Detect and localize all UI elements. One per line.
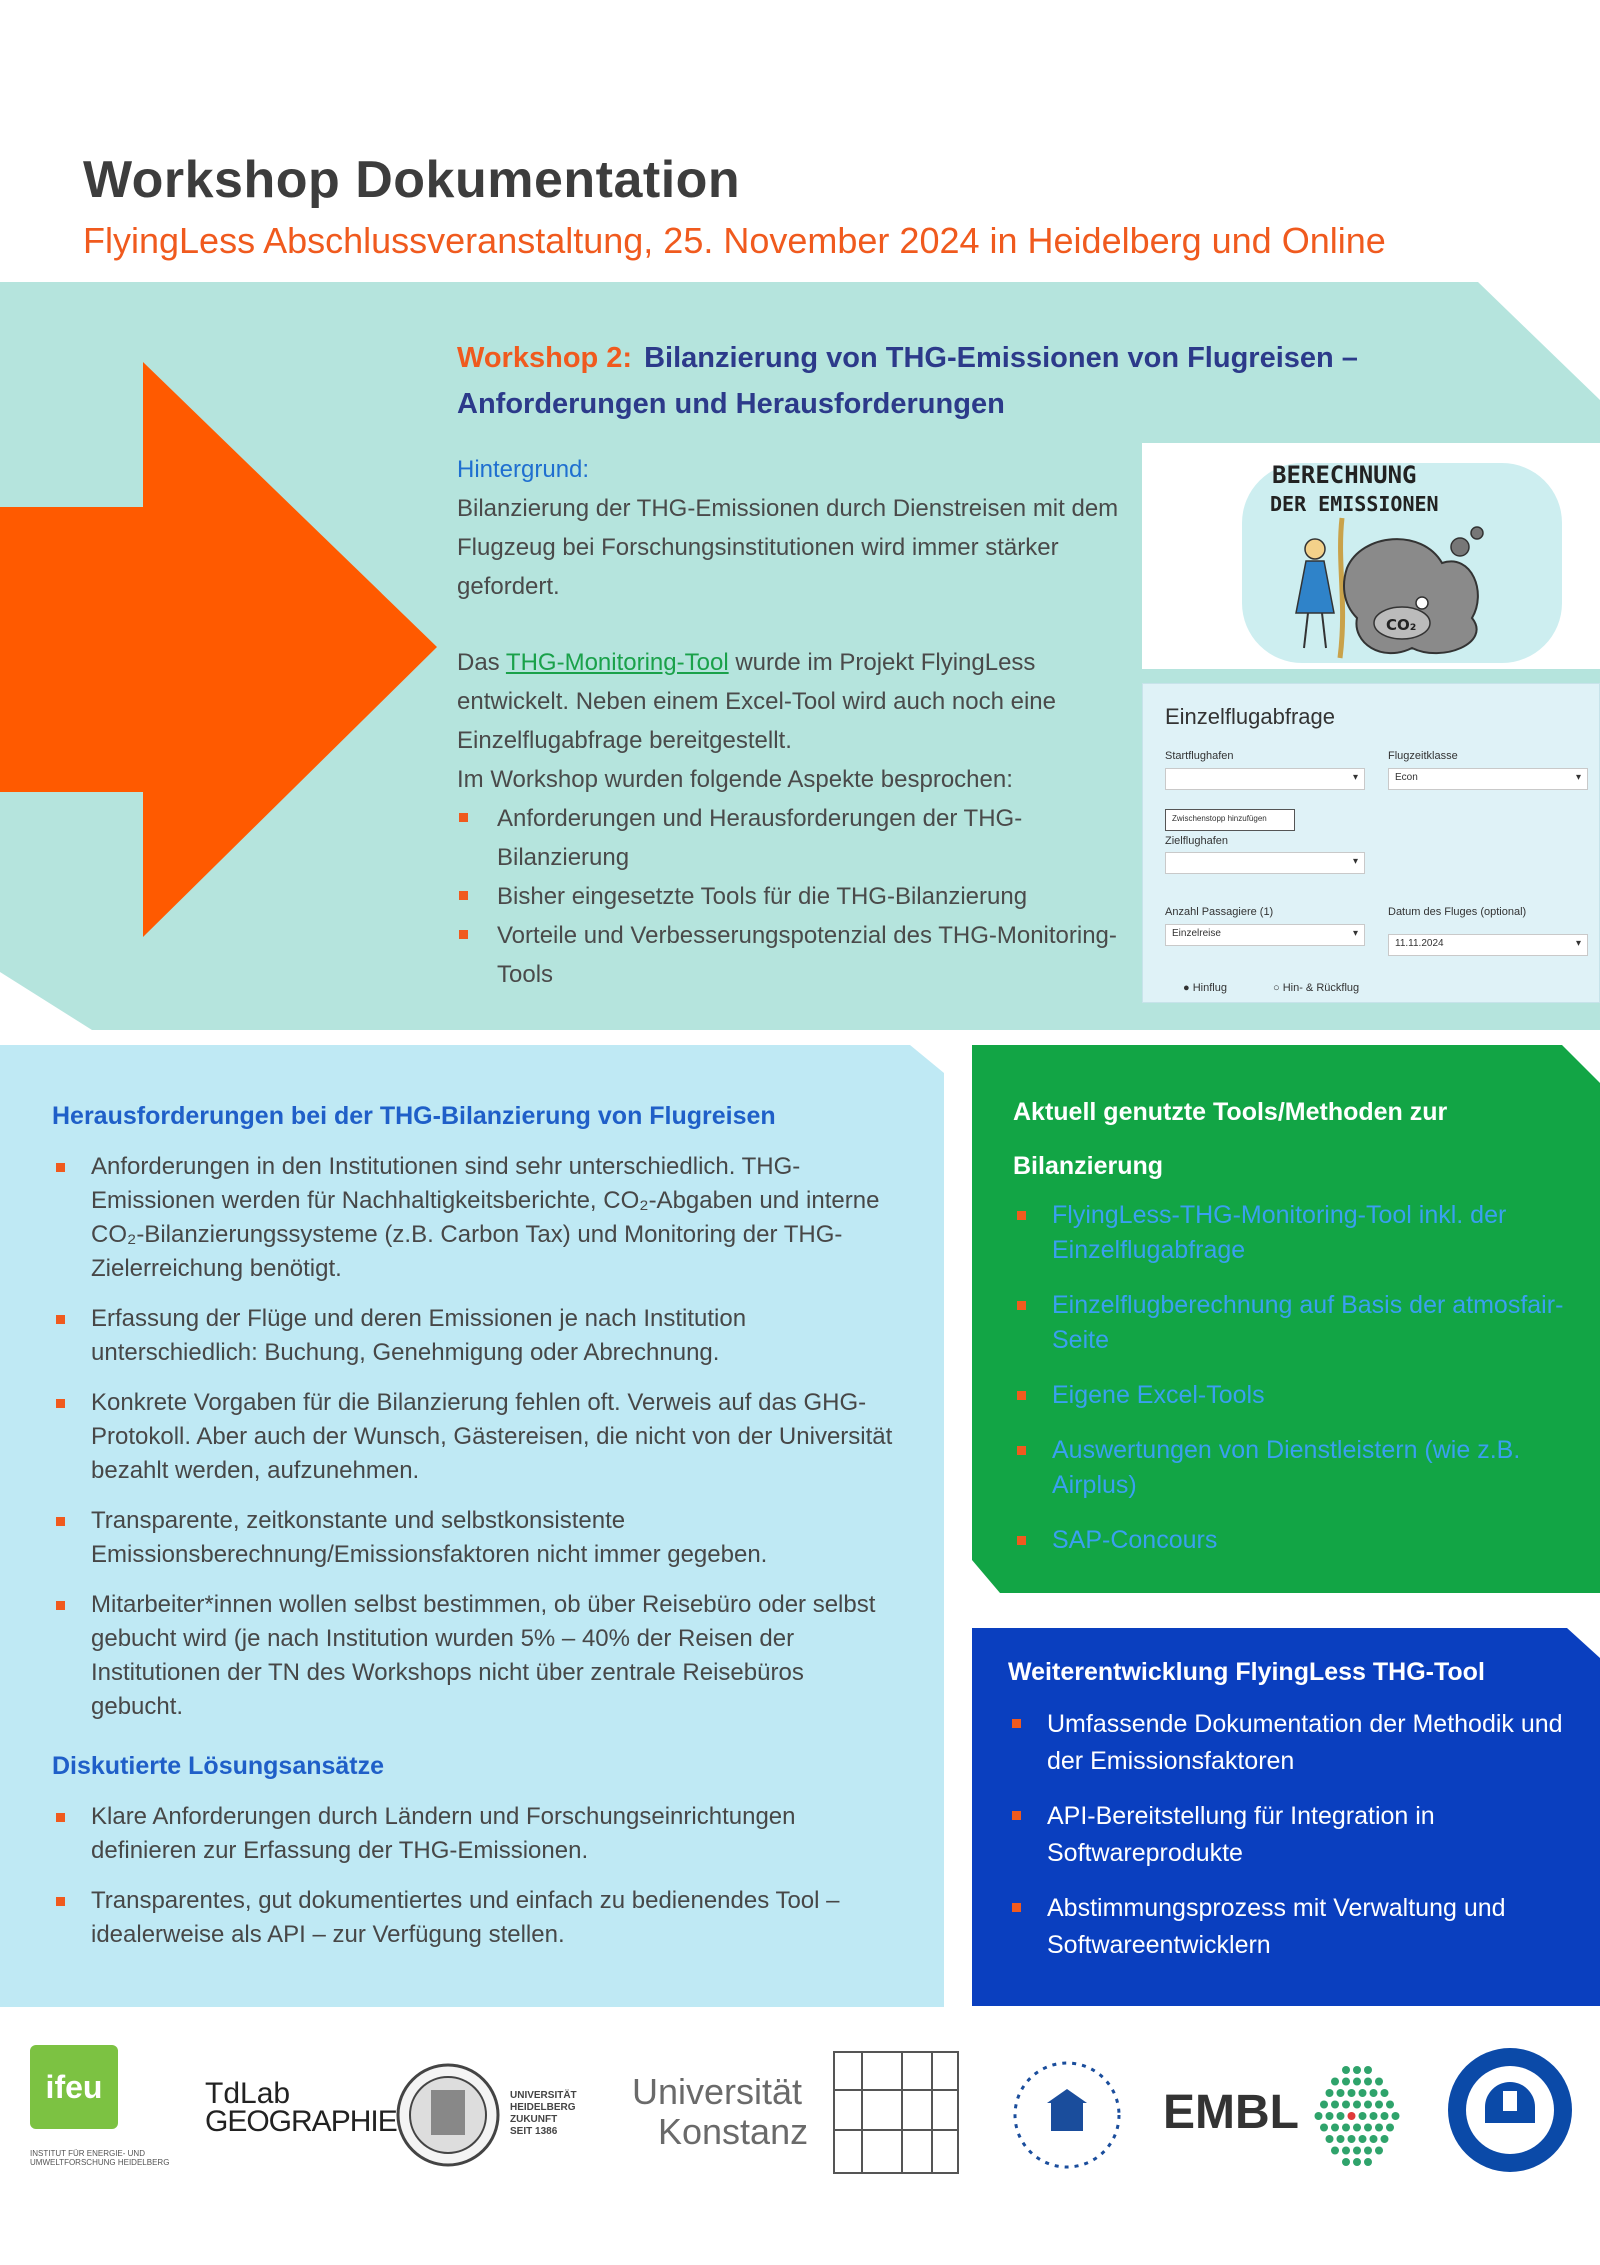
embl-dot — [1342, 2158, 1350, 2166]
embl-dot — [1381, 2089, 1389, 2097]
class-select[interactable]: Econ ▾ — [1388, 768, 1588, 790]
embl-dot — [1359, 2089, 1367, 2097]
illustration-caption-1: BERECHNUNG — [1272, 461, 1417, 489]
embl-dot — [1375, 2101, 1383, 2109]
embl-dot — [1364, 2078, 1372, 2086]
list-item: Abstimmungsprozess mit Verwaltung und Softwareentwicklern — [1008, 1890, 1588, 1964]
embl-dot — [1364, 2158, 1372, 2166]
illustration-drawing-icon — [1142, 443, 1600, 669]
embl-dot — [1326, 2112, 1334, 2120]
embl-dot — [1364, 2147, 1372, 2155]
embl-dot — [1353, 2078, 1361, 2086]
workshop-label: Workshop 2: — [457, 342, 633, 374]
list-item: Umfassende Dokumentation der Methodik und der Emissionsfaktoren — [1008, 1706, 1588, 1780]
widget-title: Einzelflugabfrage — [1165, 704, 1336, 729]
list-item: FlyingLess-THG-Monitoring-Tool inkl. der Einzelflugabfrage — [1013, 1198, 1573, 1268]
list-item: Anforderungen in den Institutionen sind sehr unterschiedlich. THG-Emissionen werden für Nachhaltigkeitsberichte, CO₂-Abgaben und interne CO₂-Bilanzierungssysteme (z.B. Carbon Tax) und Monitoring der THG-Zielerreichung benötigt. — [52, 1150, 902, 1286]
list-item: Transparentes, gut dokumentiertes und einfach zu bedienendes Tool – idealerweise als API – zur Verfügung stellen. — [52, 1884, 902, 1952]
list-item: Transparente, zeitkonstante und selbstkonsistente Emissionsberechnung/Emissionsfaktoren nicht immer gegeben. — [52, 1504, 902, 1572]
start-airport-select[interactable] — [1165, 768, 1365, 790]
embl-dot — [1375, 2078, 1383, 2086]
list-item: Einzelflugberechnung auf Basis der atmosfair-Seite — [1013, 1288, 1573, 1358]
tools-heading: Aktuell genutzte Tools/Methoden zur Bilanzierung — [1013, 1098, 1448, 1180]
class-label: Flugzeitklasse — [1388, 750, 1458, 762]
passengers-select[interactable]: Einzelreise ▾ — [1165, 924, 1365, 946]
solutions-heading: Diskutierte Lösungsansätze — [52, 1752, 385, 1780]
ifeu-logo: ifeu INSTITUT FÜR ENERGIE- UND UMWELTFORSCHUNG HEIDELBERG — [30, 2045, 180, 2175]
list-item: Vorteile und Verbesserungspotenzial des THG-Monitoring-Tools — [457, 916, 1125, 994]
list-item: Auswertungen von Dienstleistern (wie z.B. Airplus) — [1013, 1433, 1573, 1503]
embl-dot — [1337, 2089, 1345, 2097]
single-flight-query-screenshot — [1142, 683, 1600, 1003]
embl-dot — [1370, 2089, 1378, 2097]
heidelberg-wordmark: UNIVERSITÄT HEIDELBERG ZUKUNFT SEIT 1386 — [510, 2090, 577, 2137]
thg-monitoring-tool-link[interactable]: THG-Monitoring-Tool — [505, 649, 729, 676]
embl-dot — [1320, 2124, 1328, 2132]
observatory-seal-icon — [1445, 2045, 1575, 2175]
embl-dot — [1331, 2147, 1339, 2155]
list-item: Konkrete Vorgaben für die Bilanzierung fehlen oft. Verweis auf das GHG-Protokoll. Aber auch der Wunsch, Gästereisen, die nicht von der Universität bezahlt werden, aufzunehmen. — [52, 1386, 902, 1488]
solutions-list — [52, 1800, 902, 1968]
embl-dots-icon — [1310, 2060, 1405, 2170]
list-item: Anforderungen und Herausforderungen der THG-Bilanzierung — [457, 799, 1125, 877]
aspects-list — [457, 799, 1125, 994]
list-item: Bisher eingesetzte Tools für die THG-Bilanzierung — [457, 877, 1125, 916]
embl-dot — [1364, 2124, 1372, 2132]
embl-dot — [1364, 2066, 1372, 2074]
embl-dot — [1326, 2135, 1334, 2143]
heidelberg-seal-icon — [393, 2060, 503, 2170]
embl-dot — [1342, 2101, 1350, 2109]
embl-dot — [1342, 2078, 1350, 2086]
embl-dot — [1381, 2135, 1389, 2143]
embl-dot — [1337, 2112, 1345, 2120]
embl-dot — [1392, 2112, 1400, 2120]
embl-dot — [1331, 2101, 1339, 2109]
development-list — [1008, 1706, 1588, 1982]
embl-dot — [1315, 2112, 1323, 2120]
passengers-label: Anzahl Passagiere (1) — [1165, 906, 1274, 918]
embl-dot — [1386, 2124, 1394, 2132]
embl-dot — [1342, 2147, 1350, 2155]
embl-dot — [1375, 2147, 1383, 2155]
embl-dot — [1353, 2124, 1361, 2132]
development-heading: Weiterentwicklung FlyingLess THG-Tool — [1008, 1658, 1485, 1686]
embl-dot — [1342, 2124, 1350, 2132]
embl-dot — [1337, 2135, 1345, 2143]
challenges-list — [52, 1150, 902, 1740]
tdlab-logo: TdLab GEOGRAPHIE — [205, 2077, 397, 2138]
list-item: Erfassung der Flüge und deren Emissionen je nach Institution unterschiedlich: Buchung, Genehmigung oder Abrechnung. — [52, 1302, 902, 1370]
tools-list — [1013, 1198, 1573, 1578]
embl-dot — [1353, 2066, 1361, 2074]
illustration-caption-2: DER EMISSIONEN — [1270, 492, 1439, 516]
embl-dot — [1331, 2124, 1339, 2132]
embl-dot — [1331, 2078, 1339, 2086]
destination-label: Zielflughafen — [1165, 835, 1228, 847]
radio-return[interactable]: ○ Hin- & Rückflug — [1273, 982, 1360, 994]
embl-dot — [1353, 2147, 1361, 2155]
date-label: Datum des Fluges (optional) — [1388, 906, 1527, 918]
background-label: Hintergrund: — [457, 456, 590, 483]
workshop-title-line2: Anforderungen und Herausforderungen — [457, 388, 1005, 420]
background-section — [457, 450, 1125, 994]
page-title: Workshop Dokumentation — [83, 151, 741, 209]
illustration-bubble: CO₂ — [1386, 616, 1417, 634]
background-para3: Im Workshop wurden folgende Aspekte besprochen: — [457, 766, 1013, 793]
embl-logo: EMBL — [1163, 2086, 1299, 2139]
emissions-illustration — [1142, 443, 1600, 669]
embl-dot — [1320, 2101, 1328, 2109]
list-item: API-Bereitstellung für Integration in Softwareprodukte — [1008, 1798, 1588, 1872]
embl-dot — [1353, 2101, 1361, 2109]
konstanz-logo: Universität Konstanz — [632, 2071, 809, 2152]
list-item: Klare Anforderungen durch Ländern und Forschungseinrichtungen definieren zur Erfassung der THG-Emissionen. — [52, 1800, 902, 1868]
embl-dot — [1381, 2112, 1389, 2120]
embl-dot — [1353, 2158, 1361, 2166]
embl-dot — [1348, 2135, 1356, 2143]
embl-dot — [1348, 2089, 1356, 2097]
destination-select[interactable] — [1165, 852, 1365, 874]
page-subtitle: FlyingLess Abschlussveranstaltung, 25. November 2024 in Heidelberg und Online — [83, 220, 1386, 261]
embl-dot — [1370, 2112, 1378, 2120]
list-item: Eigene Excel-Tools — [1013, 1378, 1573, 1413]
embl-dot — [1348, 2112, 1356, 2120]
embl-dot — [1359, 2135, 1367, 2143]
embl-dot — [1386, 2101, 1394, 2109]
embl-dot — [1364, 2101, 1372, 2109]
embl-dot — [1342, 2066, 1350, 2074]
workshop-title-line1: Bilanzierung von THG-Emissionen von Flugreisen – — [644, 342, 1358, 374]
embl-dot — [1375, 2124, 1383, 2132]
date-input[interactable]: 11.11.2024 ▾ — [1388, 934, 1588, 956]
start-airport-label: Startflughafen — [1165, 750, 1234, 762]
embl-dot — [1326, 2089, 1334, 2097]
background-para1: Bilanzierung der THG-Emissionen durch Dienstreisen mit dem Flugzeug bei Forschungsinstitutionen wird immer stärker gefordert. — [457, 495, 1119, 600]
embl-dot — [1359, 2112, 1367, 2120]
list-item: Mitarbeiter*innen wollen selbst bestimmen, ob über Reisebüro oder selbst gebucht wird (je nach Institution wurden 5% – 40% der Reisen der Institutionen der TN des Workshops nicht über zentrale Reisebüros gebucht. — [52, 1588, 902, 1724]
konstanz-building-icon — [832, 2050, 960, 2175]
radio-oneway[interactable]: ● Hinflug — [1183, 982, 1227, 994]
embl-dot — [1370, 2135, 1378, 2143]
challenges-heading: Herausforderungen bei der THG-Bilanzierung von Flugreisen — [52, 1102, 776, 1130]
workshop-heading — [457, 335, 1417, 427]
list-item: SAP-Concours — [1013, 1523, 1573, 1558]
add-stopover-button[interactable]: Zwischenstopp hinzufügen — [1165, 809, 1295, 831]
potsdam-logo — [1005, 2055, 1130, 2175]
background-para2: Das THG-Monitoring-Tool wurde im Projekt FlyingLess entwickelt. Neben einem Excel-Tool wird auch noch eine Einzelflugabfrage bereitgestellt. — [457, 649, 1056, 754]
